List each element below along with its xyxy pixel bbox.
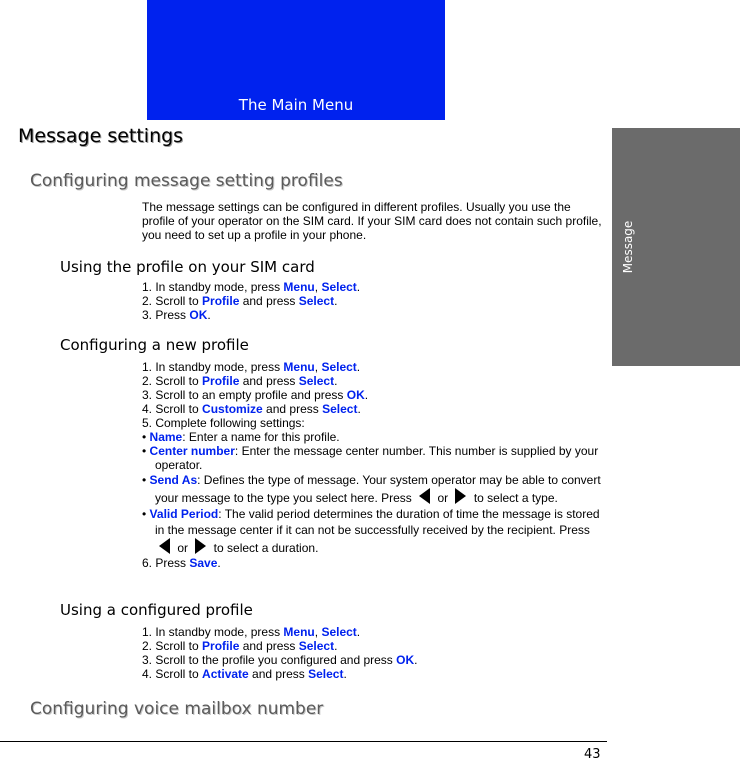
keyword-select: Select	[298, 639, 335, 653]
keyword-select: Select	[321, 360, 357, 374]
keyword-ok: OK	[189, 308, 208, 322]
setting-name: • Name: Enter a name for this profile.	[142, 430, 340, 444]
keyword-profile: Profile	[202, 294, 240, 308]
step-4: 4. Scroll to Activate and press Select.	[142, 667, 347, 681]
page-number: 43	[584, 747, 601, 762]
keyword-valid-period: Valid Period	[149, 507, 219, 521]
footer-divider	[0, 741, 607, 742]
step-6: 6. Press Save.	[142, 556, 221, 570]
main-menu-banner	[147, 0, 445, 120]
step-3: 3. Press OK.	[142, 308, 211, 322]
keyword-send-as: Send As	[149, 473, 198, 487]
keyword-select: Select	[321, 280, 357, 294]
sim-profile-steps	[142, 280, 604, 322]
step-3: 3. Scroll to the profile you configured and press OK.	[142, 653, 418, 667]
configured-profile-steps	[142, 625, 604, 681]
keyword-menu: Menu	[283, 625, 315, 639]
keyword-ok: OK	[346, 388, 365, 402]
left-arrow-icon	[159, 538, 170, 554]
keyword-select: Select	[298, 374, 335, 388]
section-intro: The message settings can be configured in different profiles. Usually you use the profile of your operator on the SIM card. If your SIM card does not contain such profile, you need to set up a profile in your phone.	[142, 200, 602, 242]
step-2: 2. Scroll to Profile and press Select.	[142, 639, 338, 653]
step-2: 2. Scroll to Profile and press Select.	[142, 294, 338, 308]
setting-valid-period: • Valid Period: The valid period determines the duration of time the message is stored in the message center if it can not be successfully received by the recipient. Press or to select a duration.	[142, 507, 600, 555]
keyword-ok: OK	[396, 653, 415, 667]
step-3: 3. Scroll to an empty profile and press OK.	[142, 388, 369, 402]
section-title-profiles: Configuring message setting profiles	[30, 171, 343, 191]
keyword-profile: Profile	[202, 374, 240, 388]
subsection-title-sim-profile: Using the profile on your SIM card	[60, 258, 315, 276]
keyword-center-number: Center number	[149, 444, 235, 458]
keyword-menu: Menu	[283, 360, 315, 374]
step-5: 5. Complete following settings:	[142, 416, 305, 430]
setting-center-number: • Center number: Enter the message center number. This number is supplied by your operator.	[142, 444, 599, 472]
setting-send-as: • Send As: Defines the type of message. Your system operator may be able to convert your message to the type you select here. Press or to select a type.	[142, 473, 601, 505]
keyword-select: Select	[322, 402, 358, 416]
keyword-save: Save	[189, 556, 218, 570]
side-tab-label: Message	[621, 220, 635, 274]
step-1: 1. In standby mode, press Menu, Select.	[142, 280, 361, 294]
right-arrow-icon	[195, 538, 206, 554]
keyword-customize: Customize	[202, 402, 263, 416]
page-heading: Message settings	[18, 125, 184, 147]
keyword-name: Name	[149, 430, 183, 444]
step-2: 2. Scroll to Profile and press Select.	[142, 374, 338, 388]
subsection-title-configured-profile: Using a configured profile	[60, 601, 253, 619]
banner-title: The Main Menu	[238, 96, 354, 114]
new-profile-steps	[142, 360, 604, 570]
step-1: 1. In standby mode, press Menu, Select.	[142, 625, 361, 639]
step-4: 4. Scroll to Customize and press Select.	[142, 402, 361, 416]
step-1: 1. In standby mode, press Menu, Select.	[142, 360, 361, 374]
keyword-profile: Profile	[202, 639, 240, 653]
keyword-select: Select	[298, 294, 335, 308]
keyword-menu: Menu	[283, 280, 315, 294]
right-arrow-icon	[455, 488, 466, 504]
keyword-select: Select	[308, 667, 344, 681]
keyword-activate: Activate	[202, 667, 249, 681]
section-title-voice-mailbox: Configuring voice mailbox number	[30, 699, 324, 719]
subsection-title-new-profile: Configuring a new profile	[60, 336, 249, 354]
keyword-select: Select	[321, 625, 357, 639]
left-arrow-icon	[419, 488, 430, 504]
